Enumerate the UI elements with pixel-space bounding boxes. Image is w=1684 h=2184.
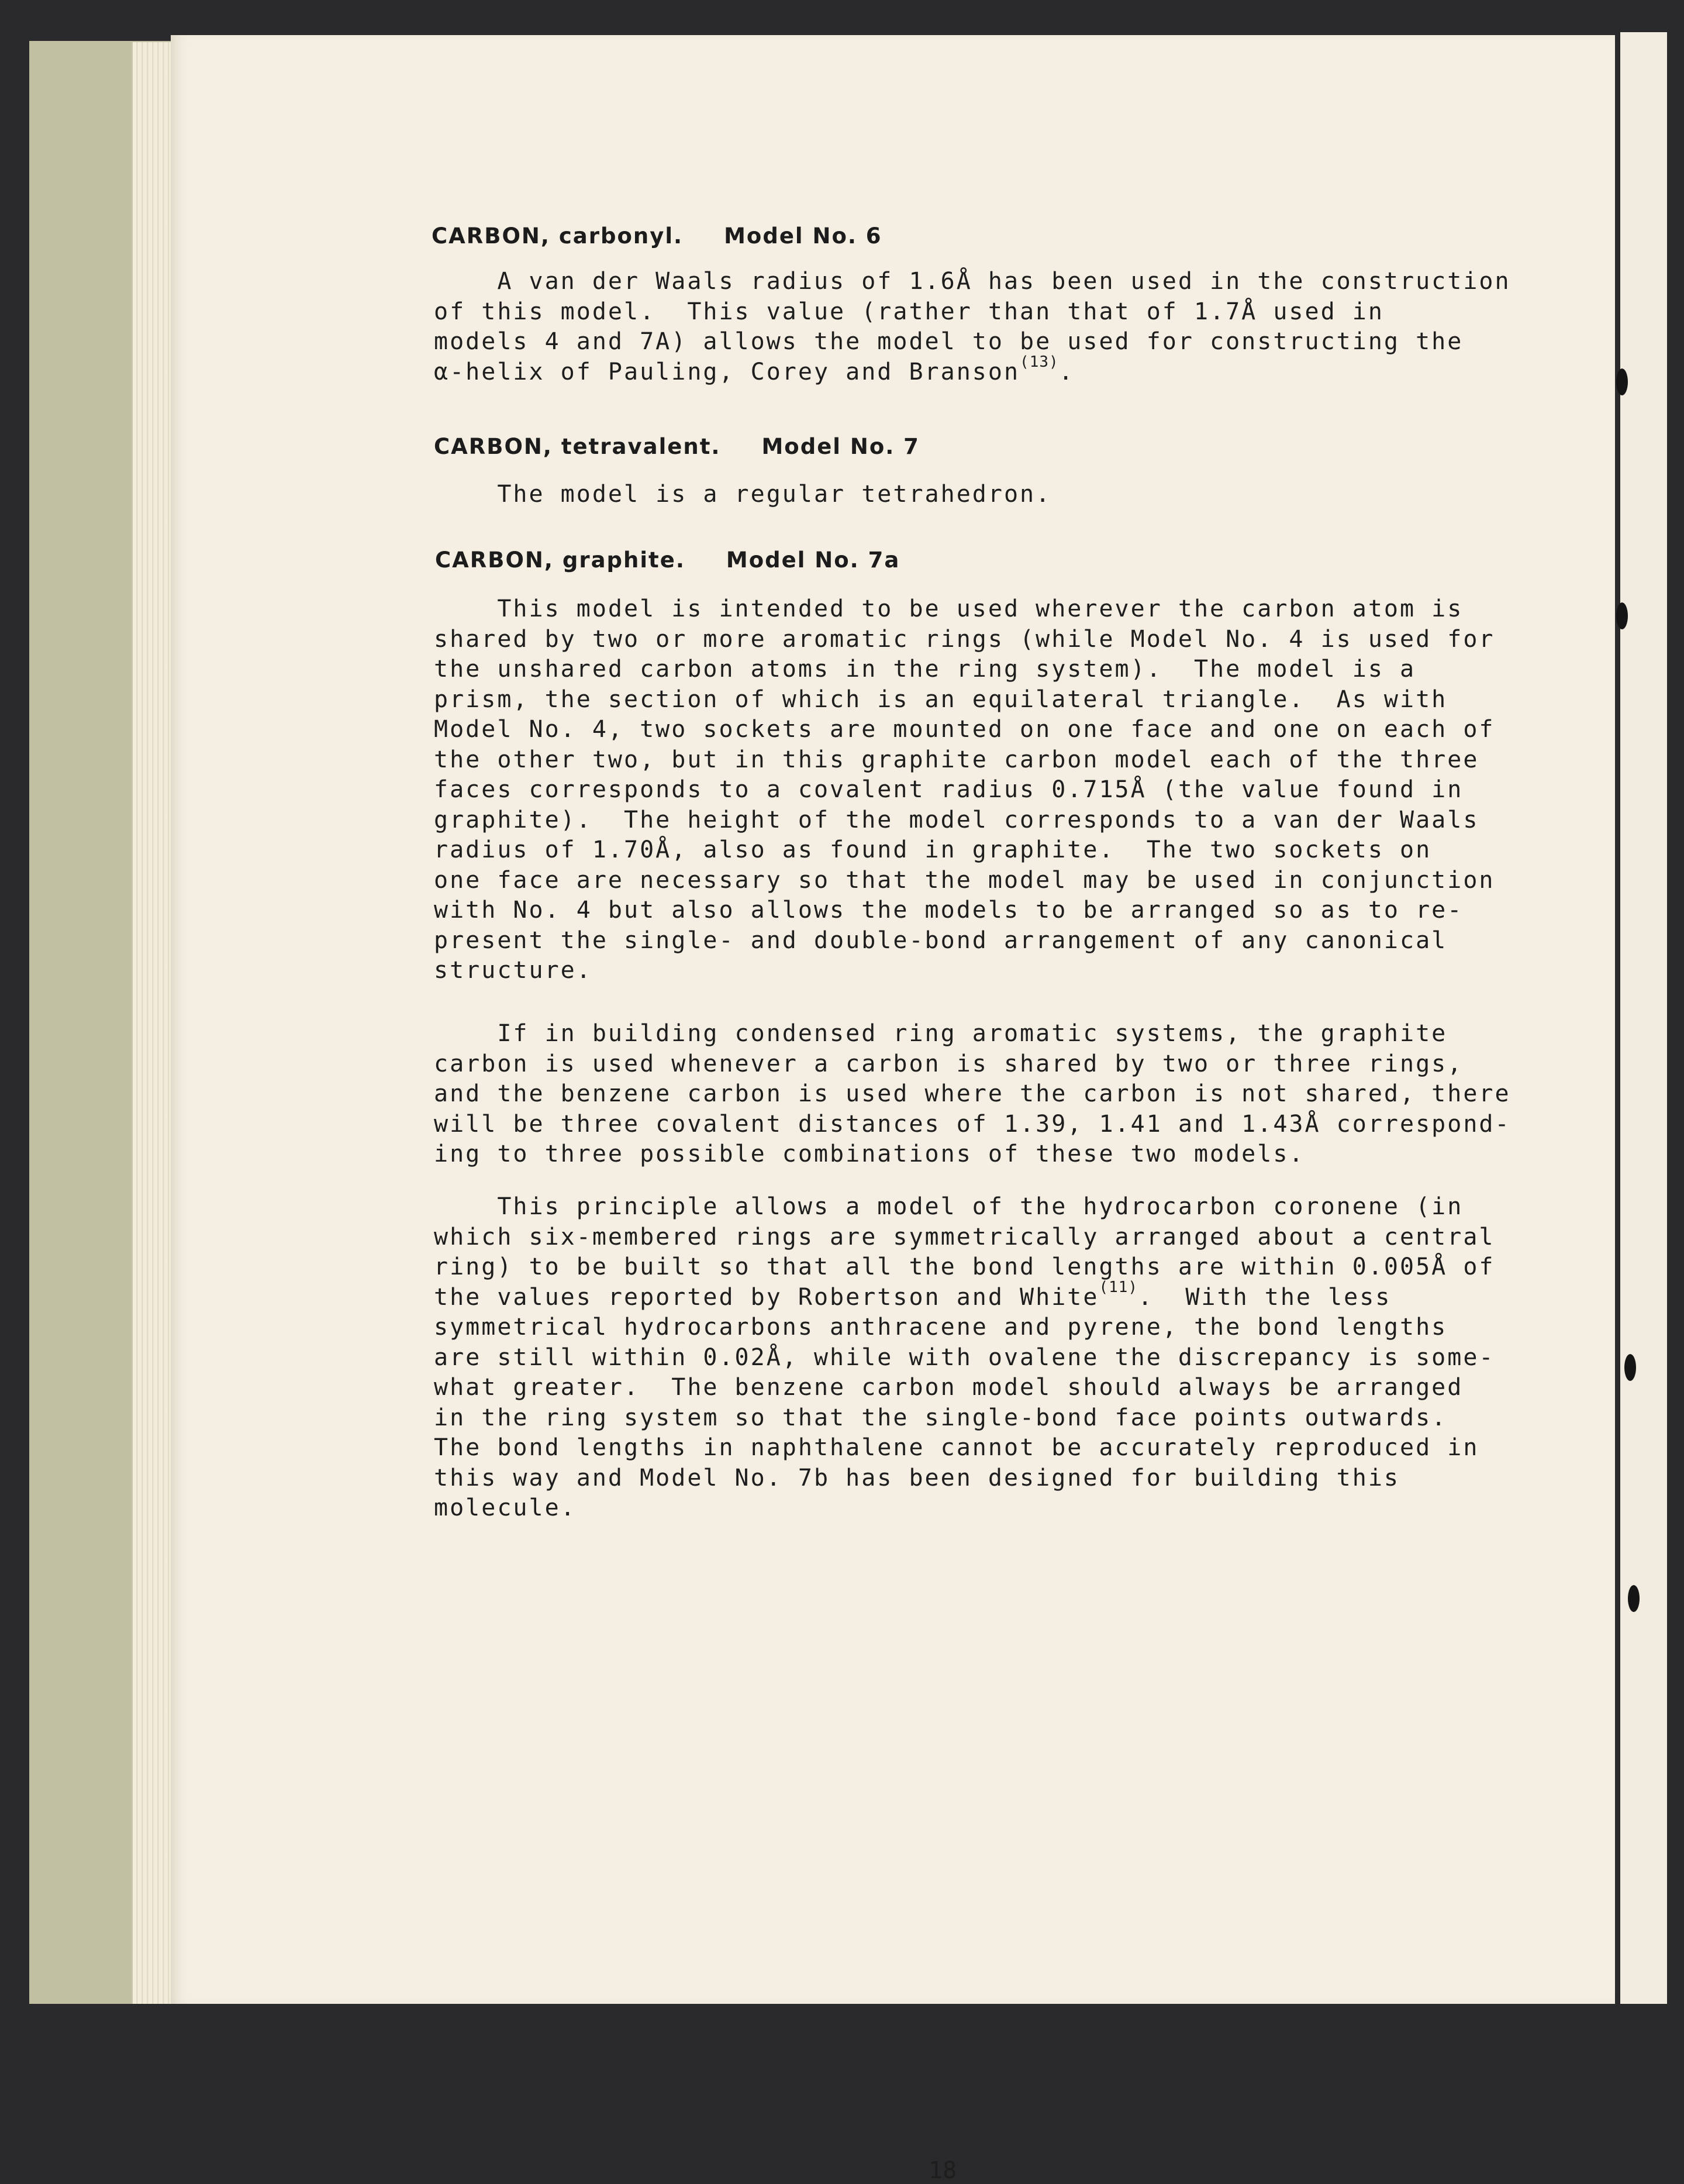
text-line [434, 867, 1495, 894]
citation-superscript: (13) [1020, 353, 1059, 371]
line-text: present the single- and double-bond arrangement of any canonical [434, 926, 1448, 954]
line-text: with No. 4 but also allows the models to be arranged so as to re- [434, 897, 1464, 924]
text-line [434, 595, 1463, 622]
text-line [434, 1344, 1495, 1371]
line-text: carbon is used whenever a carbon is shared by two or three rings, [434, 1050, 1464, 1077]
text-line [434, 716, 1495, 743]
text-line [434, 1050, 1463, 1077]
line-text: faces corresponds to a covalent radius 0.715Å (the value found in [434, 776, 1464, 803]
text-line [434, 746, 1479, 773]
text-line [434, 686, 1447, 713]
text-line [434, 836, 1431, 863]
punch-hole-1 [1616, 368, 1628, 395]
text-line [434, 353, 1075, 385]
section-heading [434, 434, 920, 459]
text-line [434, 656, 1416, 683]
heading-subject: CARBON, tetravalent. [434, 434, 721, 459]
text-line [434, 481, 1051, 508]
text-line [434, 298, 1384, 325]
line-text-continued: . [1058, 358, 1075, 385]
punch-hole-3 [1624, 1354, 1636, 1381]
line-text: which six-membered rings are symmetrically arranged about a central [434, 1223, 1495, 1251]
citation-superscript: (11) [1099, 1278, 1138, 1296]
line-text: in the ring system so that the single-bond face points outwards. [434, 1404, 1448, 1431]
line-text: what greater. The benzene carbon model should always be arranged [434, 1374, 1464, 1401]
heading-model-number: Model No. 7 [761, 434, 920, 459]
page-number: 18 [929, 2157, 957, 2184]
facing-page-edge [1619, 32, 1667, 2004]
page-number-wrap [929, 2157, 957, 2184]
line-text: If in building condensed ring aromatic systems, the graphite [434, 1020, 1448, 1047]
line-text: This principle allows a model of the hydrocarbon coronene (in [434, 1193, 1464, 1220]
text-line [434, 1020, 1447, 1047]
text-line [434, 1404, 1447, 1431]
line-text: The model is a regular tetrahedron. [434, 481, 1052, 508]
text-line [434, 1278, 1392, 1311]
text-line [434, 776, 1463, 803]
line-text: the other two, but in this graphite carbon model each of the three [434, 746, 1479, 773]
line-text-continued: . With the less [1138, 1283, 1392, 1311]
text-line [434, 1494, 577, 1521]
text-line [434, 1314, 1447, 1341]
line-text: the unshared carbon atoms in the ring system). The model is a [434, 656, 1416, 683]
heading-subject: CARBON, carbonyl. [432, 223, 684, 249]
text-line [434, 1080, 1511, 1107]
text-line [434, 1141, 1305, 1167]
text-line [434, 1465, 1400, 1491]
line-text: The bond lengths in naphthalene cannot be accurately reproduced in [434, 1434, 1479, 1461]
line-text: graphite). The height of the model corresponds to a van der Waals [434, 806, 1479, 833]
text-line [434, 807, 1479, 833]
text-line [434, 626, 1495, 653]
section-heading [435, 547, 900, 573]
line-text: molecule. [434, 1494, 577, 1521]
text-line [434, 957, 592, 984]
text-line [434, 1374, 1463, 1401]
line-text: ring) to be built so that all the bond lengths are within 0.005Å of [434, 1253, 1495, 1280]
line-text: structure. [434, 957, 592, 984]
section-heading [432, 223, 882, 249]
text-line [434, 897, 1463, 924]
line-text: are still within 0.02Å, while with ovalene the discrepancy is some- [434, 1344, 1495, 1371]
line-text: prism, the section of which is an equilateral triangle. As with [434, 685, 1448, 713]
heading-subject: CARBON, graphite. [435, 547, 685, 573]
heading-model-number: Model No. 6 [724, 223, 882, 249]
text-line [434, 268, 1511, 295]
line-text: A van der Waals radius of 1.6Å has been used in the construction [434, 268, 1511, 295]
text-line [434, 1193, 1463, 1220]
line-text: Model No. 4, two sockets are mounted on one face and one on each of [434, 716, 1495, 743]
line-text: the values reported by Robertson and White [434, 1283, 1099, 1311]
line-text: models 4 and 7A) allows the model to be used for constructing the [434, 328, 1464, 355]
text-line [434, 1253, 1495, 1280]
punch-hole-4 [1628, 1585, 1640, 1612]
line-text: shared by two or more aromatic rings (while Model No. 4 is used for [434, 625, 1495, 653]
line-text: radius of 1.70Å, also as found in graphite. The two sockets on [434, 836, 1432, 863]
line-text: of this model. This value (rather than that of 1.7Å used in [434, 298, 1384, 325]
heading-model-number: Model No. 7a [726, 547, 900, 573]
line-text: this way and Model No. 7b has been designed for building this [434, 1464, 1400, 1491]
text-line [434, 1111, 1511, 1138]
line-text: ing to three possible combinations of these two models. [434, 1141, 1305, 1167]
line-text: symmetrical hydrocarbons anthracene and pyrene, the bond lengths [434, 1314, 1448, 1341]
text-line [434, 1224, 1495, 1251]
line-text: one face are necessary so that the model may be used in conjunction [434, 866, 1495, 894]
line-text: α-helix of Pauling, Corey and Branson [434, 358, 1020, 385]
line-text: and the benzene carbon is used where the carbon is not shared, there [434, 1080, 1511, 1107]
text-line [434, 328, 1463, 355]
text-line [434, 1434, 1479, 1461]
line-text: This model is intended to be used wherever the carbon atom is [434, 595, 1464, 622]
line-text: will be three covalent distances of 1.39, 1.41 and 1.43Å correspond- [434, 1110, 1511, 1138]
punch-hole-2 [1616, 602, 1628, 629]
text-line [434, 927, 1447, 954]
